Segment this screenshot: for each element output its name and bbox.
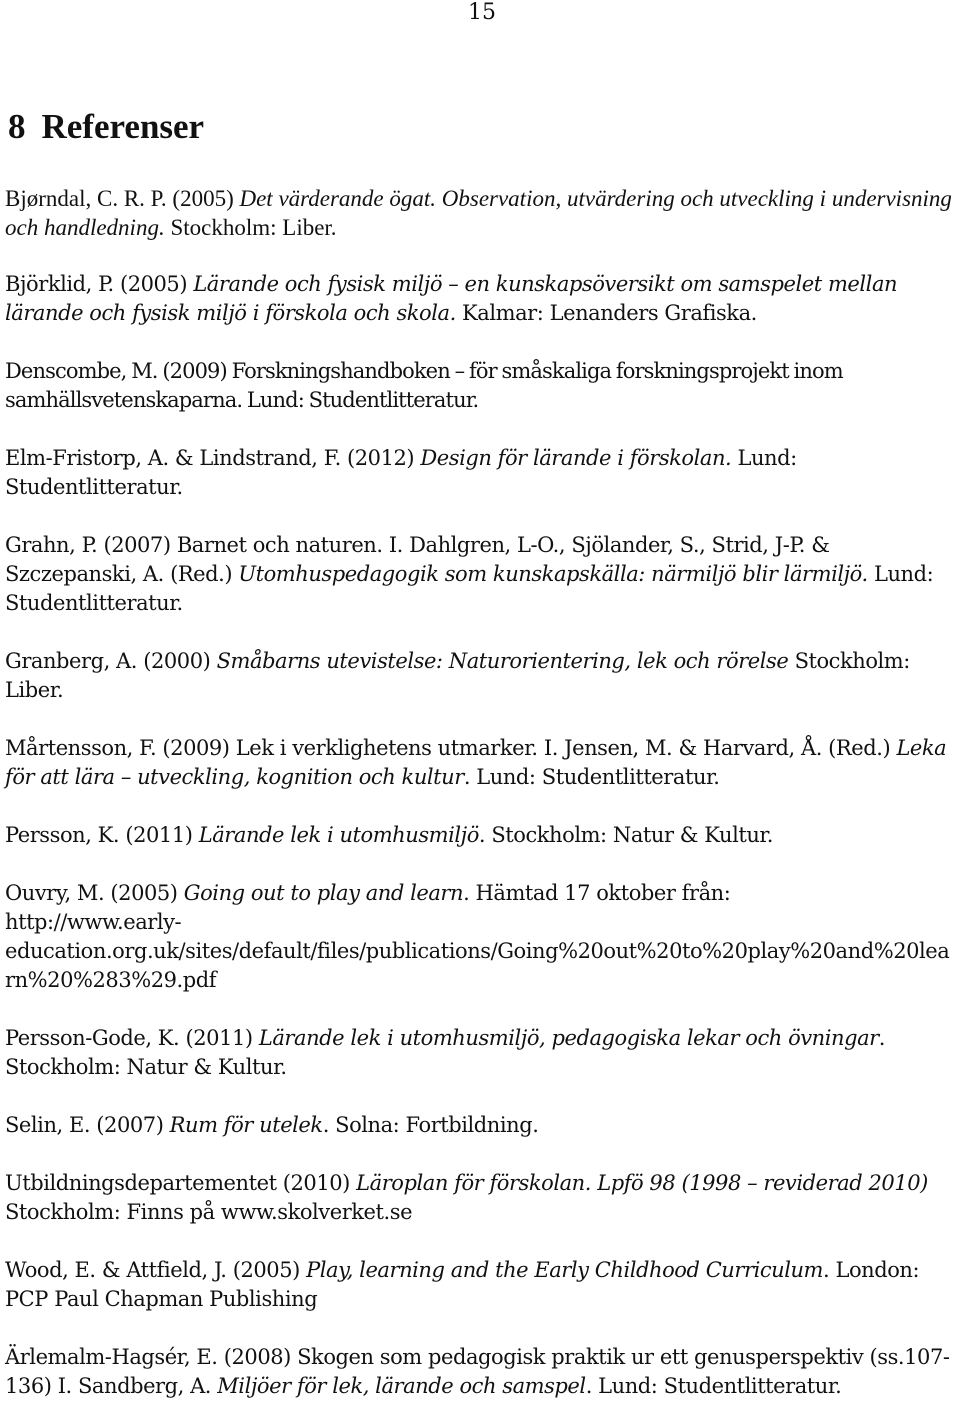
reference-item: Persson-Gode, K. (2011) Lärande lek i utomhusmiljö, pedagogiska lekar och övningar. Stockholm: Natur & Kultur. (5, 1026, 885, 1079)
reference-item: Ouvry, M. (2005) Going out to play and learn. Hämtad 17 oktober från: http://www.early- education.org.uk/sites/default/files/publications/Going%20out%20to%20play%20and%20learn%20%283%29.pdf (5, 881, 950, 992)
reference-item: Björklid, P. (2005) Lärande och fysisk miljö – en kunskapsöversikt om samspelet mellan lärande och fysisk miljö i förskola och skola. Kalmar: Lenanders Grafiska. (5, 272, 898, 325)
reference-item: Denscombe, M. (2009) Forskningshandboken – för småskaliga forskningsprojekt inom samhällsvetenskaparna. Lund: Studentlitteratur. (5, 359, 843, 412)
reference-item: Bjørndal, C. R. P. (2005) Det värderande ögat. Observation, utvärdering och utveckling i undervisning och handledning. Stockholm: Liber. (5, 186, 952, 240)
section-number: 8 (8, 107, 26, 146)
reference-item: Utbildningsdepartementet (2010) Läroplan för förskolan. Lpfö 98 (1998 – reviderad 2010) Stockholm: Finns på www.skolverket.se (5, 1171, 928, 1224)
reference-item: Grahn, P. (2007) Barnet och naturen. I. Dahlgren, L-O., Sjölander, S., Strid, J-P. & Szczepanski, A. (Red.) Utomhuspedagogik som kunskapskälla: närmiljö blir lärmiljö. Lund: Studentlitteratur. (5, 533, 934, 615)
reference-item: Mårtensson, F. (2009) Lek i verklighetens utmarker. I. Jensen, M. & Harvard, Å. (Red.) Leka för att lära – utveckling, kognition och kultur. Lund: Studentlitteratur. (5, 736, 947, 789)
reference-url: http://www.early- (5, 910, 182, 934)
page-number: 15 (468, 0, 496, 25)
reference-item: Wood, E. & Attfield, J. (2005) Play, learning and the Early Childhood Curriculum. London: PCP Paul Chapman Publishing (5, 1258, 920, 1311)
reference-url: education.org.uk/sites/default/files/publications/Going%20out%20to%20play%20and%20learn%20%283%29.pdf (5, 939, 950, 992)
reference-item: Persson, K. (2011) Lärande lek i utomhusmiljö. Stockholm: Natur & Kultur. (5, 823, 773, 847)
section-heading (8, 104, 204, 150)
reference-item: Granberg, A. (2000) Småbarns utevistelse: Naturorientering, lek och rörelse Stockholm: Liber. (5, 649, 910, 702)
reference-item: Selin, E. (2007) Rum för utelek. Solna: Fortbildning. (5, 1113, 539, 1137)
section-title: Referenser (41, 107, 205, 146)
reference-list (5, 184, 957, 1401)
reference-item: Ärlemalm-Hagsér, E. (2008) Skogen som pedagogisk praktik ur ett genusperspektiv (ss.107-136) I. Sandberg, A. Miljöer för lek, lärande och samspel. Lund: Studentlitteratur. (5, 1345, 950, 1398)
reference-item: Elm-Fristorp, A. & Lindstrand, F. (2012) Design för lärande i förskolan. Lund: Studentlitteratur. (5, 446, 797, 499)
